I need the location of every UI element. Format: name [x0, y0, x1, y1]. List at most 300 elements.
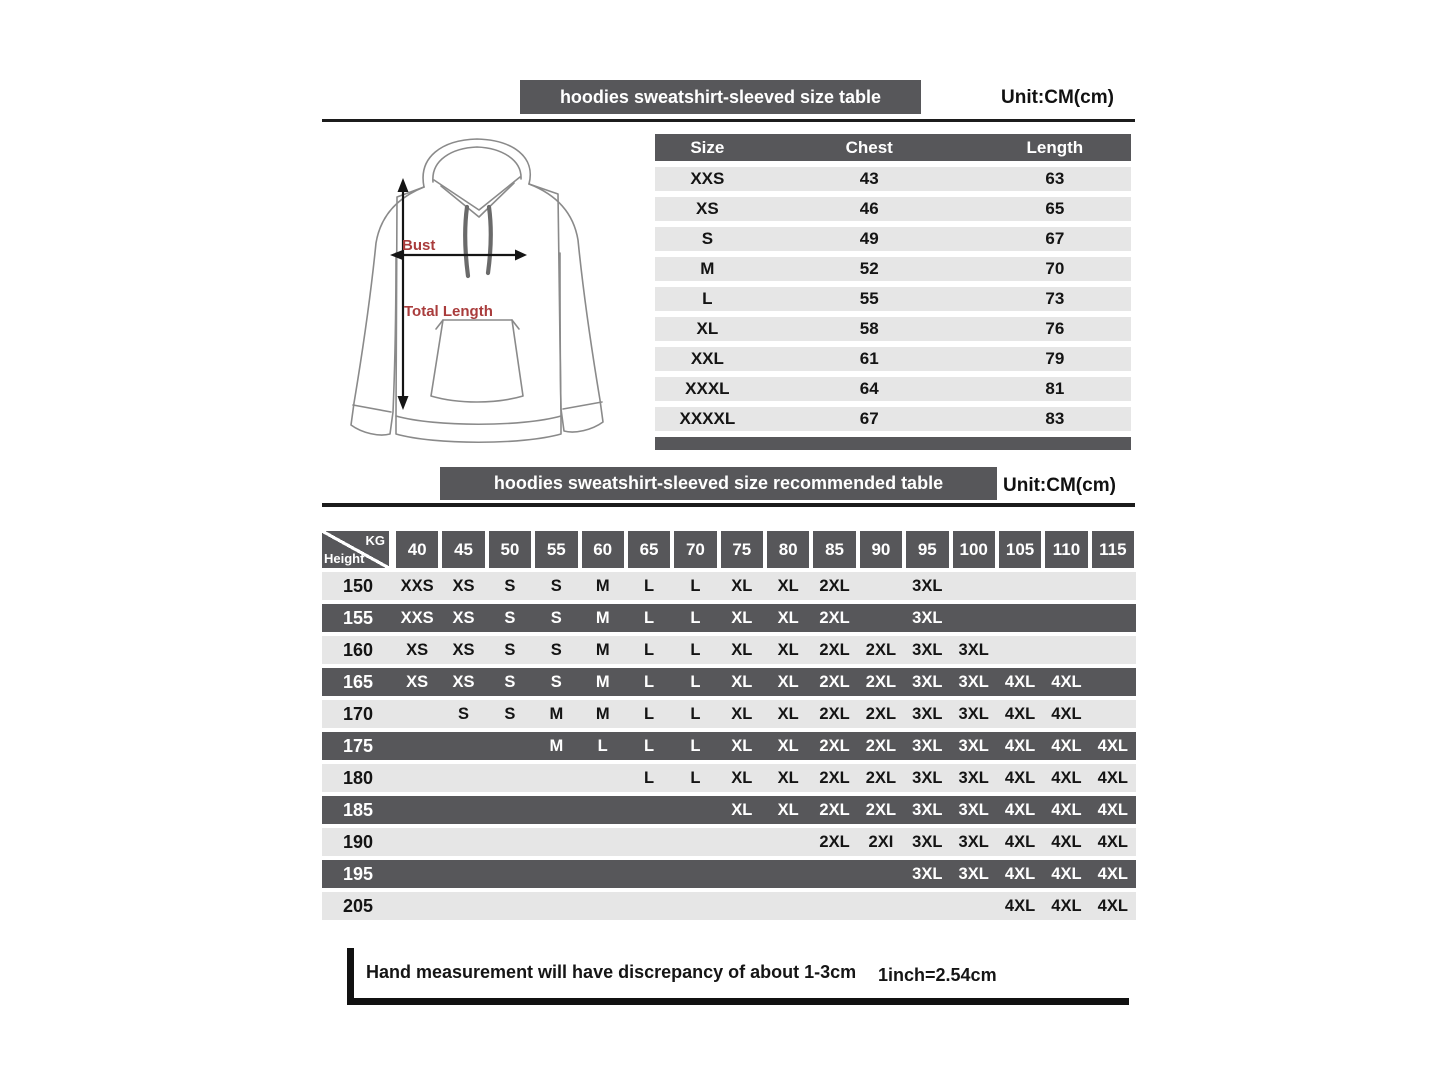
kangaroo-pocket — [431, 320, 523, 402]
matrix-size-cell: L — [690, 672, 701, 691]
matrix-size-cell — [672, 897, 718, 916]
matrix-row — [322, 796, 1136, 824]
size-table-header — [655, 134, 1131, 161]
matrix-size-cell: M — [549, 704, 564, 723]
matrix-size-cell: 4XL — [1051, 864, 1082, 883]
size-table-title-bar — [520, 80, 921, 114]
size-table-cell: S — [701, 229, 714, 248]
matrix-size-cell — [626, 865, 672, 884]
size-table-row — [655, 167, 1131, 191]
matrix-height-label: 160 — [342, 639, 374, 660]
size-table-cell: 73 — [1045, 289, 1065, 308]
matrix-size-cell: XS — [406, 672, 429, 691]
matrix-size-cell: XL — [731, 672, 753, 691]
matrix-size-cell: S — [504, 640, 516, 659]
matrix-size-cell: 4XL — [1051, 896, 1082, 915]
corner-height-label: Height — [324, 551, 365, 566]
matrix-size-cell: L — [644, 768, 655, 787]
drawstring-left — [465, 207, 468, 276]
right-cuff-line — [563, 402, 602, 409]
size-table-unit-label: Unit:CM(cm) — [1001, 87, 1114, 108]
matrix-size-cell — [997, 609, 1043, 628]
matrix-cells — [394, 641, 1136, 660]
matrix-size-cell: XL — [731, 736, 753, 755]
size-table-col-chest: Chest — [845, 137, 893, 157]
matrix-size-cell: 4XL — [1097, 864, 1128, 883]
size-table-cell: XXS — [690, 169, 725, 188]
matrix-size-cell: 3XL — [912, 736, 943, 755]
matrix-size-cell — [1043, 577, 1089, 596]
matrix-size-cell: 2XL — [865, 736, 897, 755]
size-table — [655, 134, 1131, 450]
matrix-size-cell — [719, 897, 765, 916]
matrix-size-cell: S — [550, 640, 562, 659]
matrix-size-cell: XL — [777, 768, 799, 787]
matrix-size-cell: 4XL — [1004, 864, 1036, 883]
matrix-size-cell: 3XL — [958, 864, 989, 883]
size-table-row — [655, 257, 1131, 281]
matrix-size-cell — [487, 897, 533, 916]
matrix-size-cell — [440, 833, 486, 852]
size-table-cell: M — [700, 259, 715, 278]
matrix-weight-header: 70 — [674, 531, 716, 568]
matrix-cells — [394, 769, 1136, 788]
matrix-size-cell — [765, 833, 811, 852]
matrix-size-cell: L — [690, 640, 701, 659]
size-table-cell: 61 — [859, 349, 879, 368]
matrix-size-cell: 4XL — [1051, 768, 1082, 787]
matrix-cells — [394, 833, 1136, 852]
matrix-size-cell: M — [595, 640, 610, 659]
matrix-size-cell: 2XL — [865, 672, 897, 691]
matrix-row — [322, 636, 1136, 664]
matrix-size-cell — [1090, 609, 1136, 628]
matrix-size-cell: L — [644, 736, 655, 755]
total-length-arrowhead-top — [398, 178, 409, 192]
size-table-cell: 49 — [859, 229, 879, 248]
size-table-cell: 46 — [859, 199, 879, 218]
matrix-weight-header: 80 — [767, 531, 809, 568]
matrix-size-cell — [533, 769, 579, 788]
size-table-cell: 65 — [1045, 199, 1065, 218]
matrix-weight-row — [394, 531, 1136, 568]
matrix-weight-header: 60 — [582, 531, 624, 568]
size-table-cell: 43 — [859, 169, 879, 188]
matrix-size-cell: 2XL — [819, 608, 850, 627]
matrix-size-cell: L — [690, 576, 701, 595]
total-length-arrowhead-bottom — [398, 396, 409, 410]
measurement-note: Hand measurement will have discrepancy of about 1-3cm — [366, 962, 857, 982]
matrix-weight-header: 105 — [999, 531, 1041, 568]
matrix-size-cell — [997, 577, 1043, 596]
matrix-size-cell — [811, 897, 857, 916]
matrix-size-cell — [580, 897, 626, 916]
matrix-size-cell — [394, 865, 440, 884]
matrix-size-cell: 3XL — [958, 640, 989, 659]
matrix-size-cell: XL — [777, 608, 799, 627]
matrix-size-cell: 2XL — [819, 800, 850, 819]
matrix-size-cell: 3XL — [912, 864, 943, 883]
matrix-size-cell — [951, 609, 997, 628]
divider-line-middle — [322, 503, 1135, 507]
size-table-cell: 83 — [1045, 409, 1065, 428]
size-table-cell: 67 — [859, 409, 879, 428]
hem-band — [396, 416, 561, 442]
matrix-size-cell: 3XL — [912, 672, 943, 691]
right-sleeve — [529, 184, 603, 432]
matrix-size-cell: L — [644, 608, 655, 627]
matrix-row — [322, 860, 1136, 888]
hood-inner-line — [433, 147, 521, 182]
size-table-row — [655, 377, 1131, 401]
bust-label: Bust — [402, 237, 436, 254]
body-left-seam — [396, 187, 424, 416]
matrix-size-cell — [951, 897, 997, 916]
matrix-size-cell: M — [549, 736, 564, 755]
matrix-weight-header: 75 — [721, 531, 763, 568]
matrix-size-cell — [440, 865, 486, 884]
matrix-weight-header: 115 — [1092, 531, 1134, 568]
matrix-size-cell — [487, 737, 533, 756]
matrix-size-cell: S — [504, 704, 516, 723]
matrix-weight-header: 55 — [535, 531, 577, 568]
matrix-size-cell: 2XL — [819, 672, 850, 691]
matrix-size-cell — [765, 897, 811, 916]
matrix-size-cell: 4XL — [1004, 704, 1036, 723]
matrix-size-cell — [719, 865, 765, 884]
matrix-size-cell: 4XL — [1097, 800, 1128, 819]
matrix-size-cell: XS — [406, 640, 429, 659]
matrix-size-cell — [626, 897, 672, 916]
matrix-cells — [394, 897, 1136, 916]
matrix-height-label: 180 — [342, 767, 374, 788]
matrix-weight-header: 50 — [489, 531, 531, 568]
matrix-size-cell: L — [644, 672, 655, 691]
size-table-cell: XXXXL — [679, 409, 736, 428]
matrix-size-cell: 3XL — [912, 768, 943, 787]
matrix-size-cell: XL — [777, 672, 799, 691]
matrix-size-cell: 3XL — [958, 800, 989, 819]
matrix-size-cell: XL — [777, 576, 799, 595]
matrix-size-cell: M — [595, 576, 610, 595]
matrix-size-cell — [719, 833, 765, 852]
matrix-size-cell: XL — [777, 640, 799, 659]
matrix-size-cell: S — [458, 704, 470, 723]
matrix-size-cell — [533, 833, 579, 852]
matrix-size-cell: S — [550, 672, 562, 691]
matrix-header-row — [322, 531, 1136, 568]
matrix-size-cell: XL — [731, 800, 753, 819]
matrix-size-cell: S — [550, 576, 562, 595]
matrix-size-cell: 4XL — [1004, 672, 1036, 691]
matrix-size-cell — [951, 577, 997, 596]
size-table-cell: XXXL — [685, 379, 730, 398]
left-cuff-line — [353, 405, 391, 412]
matrix-size-cell: 3XL — [912, 832, 943, 851]
matrix-size-cell: XL — [731, 768, 753, 787]
matrix-size-cell — [1043, 641, 1089, 660]
matrix-size-cell: 4XL — [1051, 800, 1082, 819]
matrix-size-cell: S — [504, 608, 516, 627]
matrix-size-cell: XS — [452, 672, 475, 691]
matrix-size-cell: 2XL — [819, 576, 850, 595]
matrix-size-cell — [672, 833, 718, 852]
matrix-size-cell — [626, 801, 672, 820]
size-table-body — [655, 167, 1131, 431]
matrix-weight-header: 45 — [442, 531, 484, 568]
matrix-size-cell — [533, 801, 579, 820]
matrix-row — [322, 892, 1136, 920]
drawstring-right — [488, 207, 491, 273]
size-table-row — [655, 197, 1131, 221]
matrix-size-cell: L — [644, 576, 655, 595]
matrix-size-cell — [858, 609, 904, 628]
matrix-size-cell: L — [644, 704, 655, 723]
hoodie-measurement-diagram — [330, 133, 625, 458]
matrix-size-cell: XL — [777, 800, 799, 819]
bust-arrowhead-right — [515, 250, 527, 261]
matrix-height-label: 185 — [342, 799, 374, 820]
matrix-row — [322, 668, 1136, 696]
recommended-table-title-bar — [440, 467, 997, 500]
matrix-height-label: 175 — [342, 735, 374, 756]
matrix-size-cell: 4XL — [1004, 896, 1036, 915]
size-table-cell: 76 — [1045, 319, 1065, 338]
matrix-size-cell — [487, 833, 533, 852]
matrix-size-cell: 2XL — [865, 640, 897, 659]
matrix-size-cell: 2XL — [865, 768, 897, 787]
size-table-bottom-bar — [655, 437, 1131, 450]
matrix-size-cell: M — [595, 704, 610, 723]
matrix-size-cell — [580, 833, 626, 852]
matrix-corner-cell — [322, 531, 389, 568]
matrix-row — [322, 764, 1136, 792]
matrix-size-cell: 4XL — [1097, 768, 1128, 787]
matrix-size-cell: 4XL — [1097, 832, 1128, 851]
matrix-size-cell: S — [504, 576, 516, 595]
size-table-cell: 52 — [859, 259, 879, 278]
matrix-cells — [394, 673, 1136, 692]
matrix-size-cell — [626, 833, 672, 852]
matrix-size-cell: L — [690, 608, 701, 627]
matrix-row — [322, 828, 1136, 856]
matrix-size-cell: M — [595, 672, 610, 691]
matrix-height-label: 170 — [342, 703, 374, 724]
total-length-label: Total Length — [404, 303, 493, 320]
matrix-cells — [394, 609, 1136, 628]
matrix-size-cell — [1090, 705, 1136, 724]
matrix-size-cell — [394, 737, 440, 756]
recommended-table-unit-label: Unit:CM(cm) — [1003, 475, 1116, 496]
matrix-size-cell: 4XL — [1004, 768, 1036, 787]
inch-conversion-note: 1inch=2.54cm — [878, 965, 997, 985]
matrix-size-cell: XS — [452, 640, 475, 659]
size-table-cell: 64 — [859, 379, 879, 398]
matrix-height-label: 155 — [342, 607, 374, 628]
matrix-cells — [394, 577, 1136, 596]
matrix-height-label: 205 — [342, 895, 374, 916]
matrix-size-cell — [394, 801, 440, 820]
matrix-size-cell: 2XL — [819, 832, 850, 851]
size-table-cell: XXL — [690, 349, 724, 368]
footer-left-bar — [347, 948, 354, 1005]
matrix-size-cell: 3XL — [958, 672, 989, 691]
matrix-size-cell: 3XL — [958, 832, 989, 851]
matrix-row — [322, 700, 1136, 728]
matrix-size-cell: XS — [452, 608, 475, 627]
size-table-row — [655, 407, 1131, 431]
matrix-weight-header: 65 — [628, 531, 670, 568]
matrix-size-cell: 3XL — [912, 800, 943, 819]
matrix-size-cell: S — [550, 608, 562, 627]
matrix-size-cell: XS — [452, 576, 475, 595]
matrix-size-cell: 2XL — [865, 800, 897, 819]
size-table-cell: 63 — [1045, 169, 1065, 188]
matrix-cells — [394, 865, 1136, 884]
collar-v-inner — [441, 183, 514, 217]
matrix-size-cell: L — [690, 768, 701, 787]
matrix-weight-header: 95 — [906, 531, 948, 568]
size-table-cell: 79 — [1045, 349, 1065, 368]
matrix-size-cell — [487, 801, 533, 820]
matrix-size-cell — [672, 865, 718, 884]
matrix-size-cell — [533, 865, 579, 884]
matrix-size-cell — [765, 865, 811, 884]
size-table-cell: L — [702, 289, 713, 308]
size-table-col-size: Size — [690, 137, 725, 157]
size-table-row — [655, 317, 1131, 341]
matrix-size-cell: 2XI — [868, 832, 894, 851]
matrix-size-cell: 2XL — [819, 768, 850, 787]
matrix-size-cell: L — [644, 640, 655, 659]
matrix-size-cell: S — [504, 672, 516, 691]
matrix-size-cell: XXS — [400, 608, 434, 627]
matrix-size-cell: 3XL — [958, 736, 989, 755]
matrix-cells — [394, 737, 1136, 756]
matrix-size-cell — [580, 801, 626, 820]
matrix-size-cell — [580, 769, 626, 788]
matrix-size-cell: 2XL — [819, 640, 850, 659]
matrix-size-cell: XL — [731, 704, 753, 723]
matrix-size-cell — [394, 705, 440, 724]
matrix-weight-header: 90 — [860, 531, 902, 568]
size-table-title: hoodies sweatshirt-sleeved size table — [559, 86, 882, 107]
matrix-size-cell — [997, 641, 1043, 660]
matrix-size-cell: L — [597, 736, 608, 755]
matrix-size-cell — [533, 897, 579, 916]
matrix-size-cell — [1090, 673, 1136, 692]
matrix-size-cell — [858, 897, 904, 916]
matrix-size-cell — [394, 769, 440, 788]
matrix-size-cell — [858, 577, 904, 596]
matrix-size-cell — [394, 833, 440, 852]
matrix-size-cell: M — [595, 608, 610, 627]
matrix-size-cell — [440, 897, 486, 916]
matrix-size-cell — [440, 769, 486, 788]
recommended-size-matrix — [322, 531, 1136, 920]
matrix-weight-header: 100 — [953, 531, 995, 568]
divider-line-top — [322, 119, 1135, 122]
matrix-size-cell: 4XL — [1051, 736, 1082, 755]
size-table-cell: 81 — [1045, 379, 1065, 398]
matrix-size-cell — [487, 865, 533, 884]
matrix-size-cell — [1043, 609, 1089, 628]
size-table-cell: XS — [696, 199, 719, 218]
matrix-size-cell: 4XL — [1004, 736, 1036, 755]
size-table-cell: 55 — [859, 289, 879, 308]
size-table-row — [655, 287, 1131, 311]
matrix-size-cell: 4XL — [1004, 800, 1036, 819]
size-table-col-length: Length — [1026, 137, 1084, 157]
matrix-size-cell: 3XL — [912, 608, 943, 627]
matrix-size-cell — [440, 801, 486, 820]
matrix-row — [322, 572, 1136, 600]
matrix-cells — [394, 705, 1136, 724]
matrix-size-cell: 3XL — [958, 704, 989, 723]
matrix-size-cell: 2XL — [819, 736, 850, 755]
matrix-size-cell — [904, 897, 950, 916]
matrix-size-cell: 3XL — [958, 768, 989, 787]
recommended-table-title: hoodies sweatshirt-sleeved size recommended table — [493, 473, 944, 493]
matrix-size-cell: 2XL — [819, 704, 850, 723]
matrix-height-label: 165 — [342, 671, 374, 692]
matrix-size-cell: XL — [777, 736, 799, 755]
matrix-height-label: 195 — [342, 863, 374, 884]
matrix-size-cell: 2XL — [865, 704, 897, 723]
matrix-row — [322, 732, 1136, 760]
matrix-size-cell: L — [690, 736, 701, 755]
matrix-size-cell: 4XL — [1051, 832, 1082, 851]
matrix-size-cell — [1090, 577, 1136, 596]
size-table-cell: 58 — [859, 319, 879, 338]
matrix-row — [322, 604, 1136, 632]
corner-kg-label: KG — [365, 533, 385, 548]
matrix-body — [322, 572, 1136, 920]
matrix-weight-header: 110 — [1045, 531, 1087, 568]
matrix-size-cell: 3XL — [912, 640, 943, 659]
collar-v-outer — [434, 177, 520, 210]
size-table-row — [655, 347, 1131, 371]
matrix-size-cell — [487, 769, 533, 788]
matrix-cells — [394, 801, 1136, 820]
matrix-size-cell: 4XL — [1051, 672, 1082, 691]
matrix-height-label: 190 — [342, 831, 374, 852]
matrix-size-cell: 3XL — [912, 576, 943, 595]
matrix-size-cell — [672, 801, 718, 820]
matrix-size-cell: 4XL — [1097, 896, 1128, 915]
matrix-size-cell: XL — [731, 576, 753, 595]
matrix-size-cell: 3XL — [912, 704, 943, 723]
matrix-size-cell: 4XL — [1097, 736, 1128, 755]
matrix-size-cell: XL — [731, 608, 753, 627]
matrix-size-cell: 4XL — [1004, 832, 1036, 851]
matrix-size-cell: L — [690, 704, 701, 723]
matrix-height-label: 150 — [342, 575, 374, 596]
matrix-size-cell: XL — [731, 640, 753, 659]
matrix-size-cell — [580, 865, 626, 884]
size-table-cell: 70 — [1045, 259, 1065, 278]
matrix-size-cell — [858, 865, 904, 884]
body-right-seam — [529, 184, 561, 416]
size-table-cell: XL — [696, 319, 719, 338]
matrix-size-cell: XL — [777, 704, 799, 723]
matrix-size-cell — [394, 897, 440, 916]
matrix-size-cell: XXS — [400, 576, 434, 595]
footer-bottom-bar — [347, 998, 1129, 1005]
matrix-size-cell — [440, 737, 486, 756]
matrix-size-cell — [811, 865, 857, 884]
size-table-row — [655, 227, 1131, 251]
